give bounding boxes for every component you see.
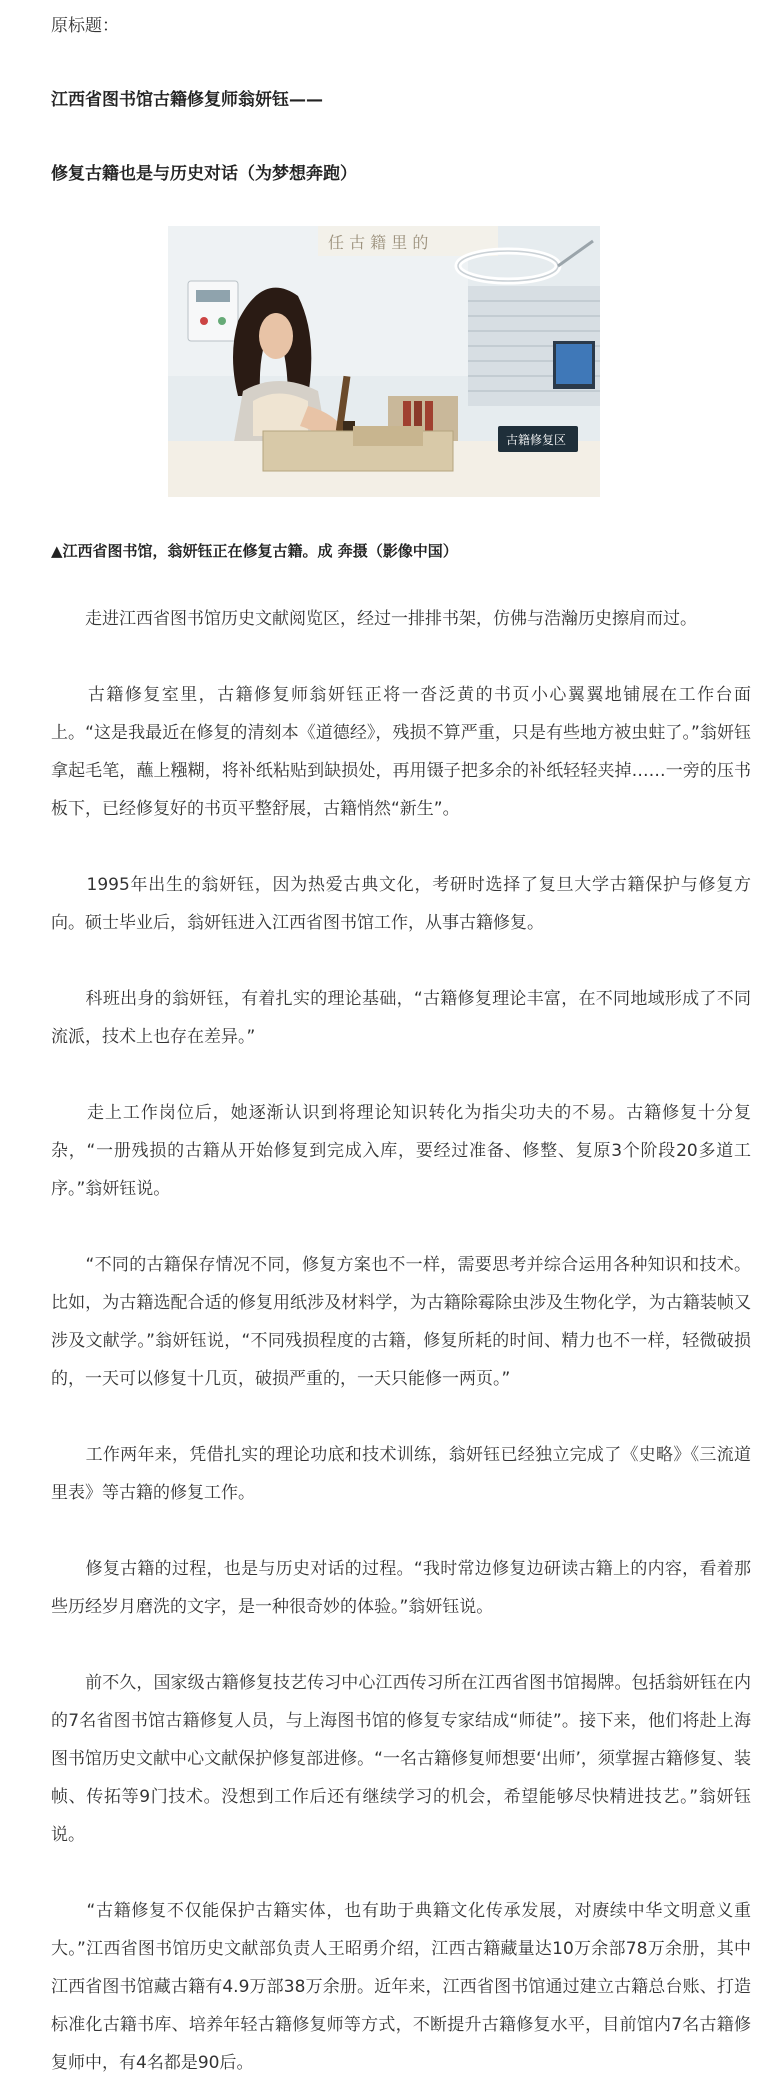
paragraph: 修复古籍的过程，也是与历史对话的过程。“我时常边修复边研读古籍上的内容，看着那些历经岁月磨洗的文字，是一种很奇妙的体验。”翁妍钰说。 <box>51 1559 751 1617</box>
original-title-label: 原标题： <box>51 16 119 36</box>
paragraph: 1995年出生的翁妍钰，因为热爱古典文化，考研时选择了复旦大学古籍保护与修复方向。硕士毕业后，翁妍钰进入江西省图书馆工作，从事古籍修复。 <box>51 875 751 933</box>
paragraph: 走进江西省图书馆历史文献阅览区，经过一排排书架，仿佛与浩瀚历史擦肩而过。 <box>51 609 697 629</box>
paragraph: 走上工作岗位后，她逐渐认识到将理论知识转化为指尖功夫的不易。古籍修复十分复杂，“一册残损的古籍从开始修复到完成入库，要经过准备、修整、复原3个阶段20多道工序。”翁妍钰说。 <box>51 1103 751 1199</box>
photo-sign-text: 古籍修复区 <box>506 433 567 447</box>
photo-caption: ▲江西省图书馆，翁妍钰正在修复古籍。成 奔摄（影像中国） <box>51 542 458 560</box>
paragraph: “不同的古籍保存情况不同，修复方案也不一样，需要思考并综合运用各种知识和技术。比如，为古籍选配合适的修复用纸涉及材料学，为古籍除霉除虫涉及生物化学，为古籍装帧又涉及文献学。”翁妍钰说，“不同残损程度的古籍，修复所耗的时间、精力也不一样，轻微破损的，一天可以修复十几页，破损严重的，一天只能修一两页。” <box>51 1255 751 1389</box>
paragraph: 科班出身的翁妍钰，有着扎实的理论基础，“古籍修复理论丰富，在不同地域形成了不同流派，技术上也存在差异。” <box>51 989 751 1047</box>
paragraph: “古籍修复不仅能保护古籍实体，也有助于典籍文化传承发展，对赓续中华文明意义重大。”江西省图书馆历史文献部负责人王昭勇介绍，江西古籍藏量达10万余部78万余册，其中江西省图书馆藏古籍有4.9万部38万余册。近年来，江西省图书馆通过建立古籍总台账、打造标准化古籍书库、培养年轻古籍修复师等方式，不断提升古籍修复水平，目前馆内7名古籍修复师中，有4名都是90后。 <box>51 1901 751 2073</box>
paragraph: 古籍修复室里，古籍修复师翁妍钰正将一沓泛黄的书页小心翼翼地铺展在工作台面上。“这是我最近在修复的清刻本《道德经》，残损不算严重，只是有些地方被虫蛀了。”翁妍钰拿起毛笔，蘸上糨糊，将补纸粘贴到缺损处，再用镊子把多余的补纸轻轻夹掉……一旁的压书板下，已经修复好的书页平整舒展，古籍悄然“新生”。 <box>51 685 751 819</box>
headline-line-2: 修复古籍也是与历史对话（为梦想奔跑） <box>51 164 357 184</box>
headline-line-1: 江西省图书馆古籍修复师翁妍钰—— <box>51 90 323 110</box>
paragraph: 工作两年来，凭借扎实的理论功底和技术训练，翁妍钰已经独立完成了《史略》《三流道里表》等古籍的修复工作。 <box>51 1445 751 1503</box>
wall-text: 任 古 籍 里 的 <box>328 233 429 252</box>
article-photo <box>168 226 600 497</box>
paragraph: 前不久，国家级古籍修复技艺传习中心江西传习所在江西省图书馆揭牌。包括翁妍钰在内的7名省图书馆古籍修复人员，与上海图书馆的修复专家结成“师徒”。接下来，他们将赴上海图书馆历史文献中心文献保护修复部进修。“一名古籍修复师想要‘出师’，须掌握古籍修复、装帧、传拓等9门技术。没想到工作后还有继续学习的机会，希望能够尽快精进技艺。”翁妍钰说。 <box>51 1673 751 1845</box>
